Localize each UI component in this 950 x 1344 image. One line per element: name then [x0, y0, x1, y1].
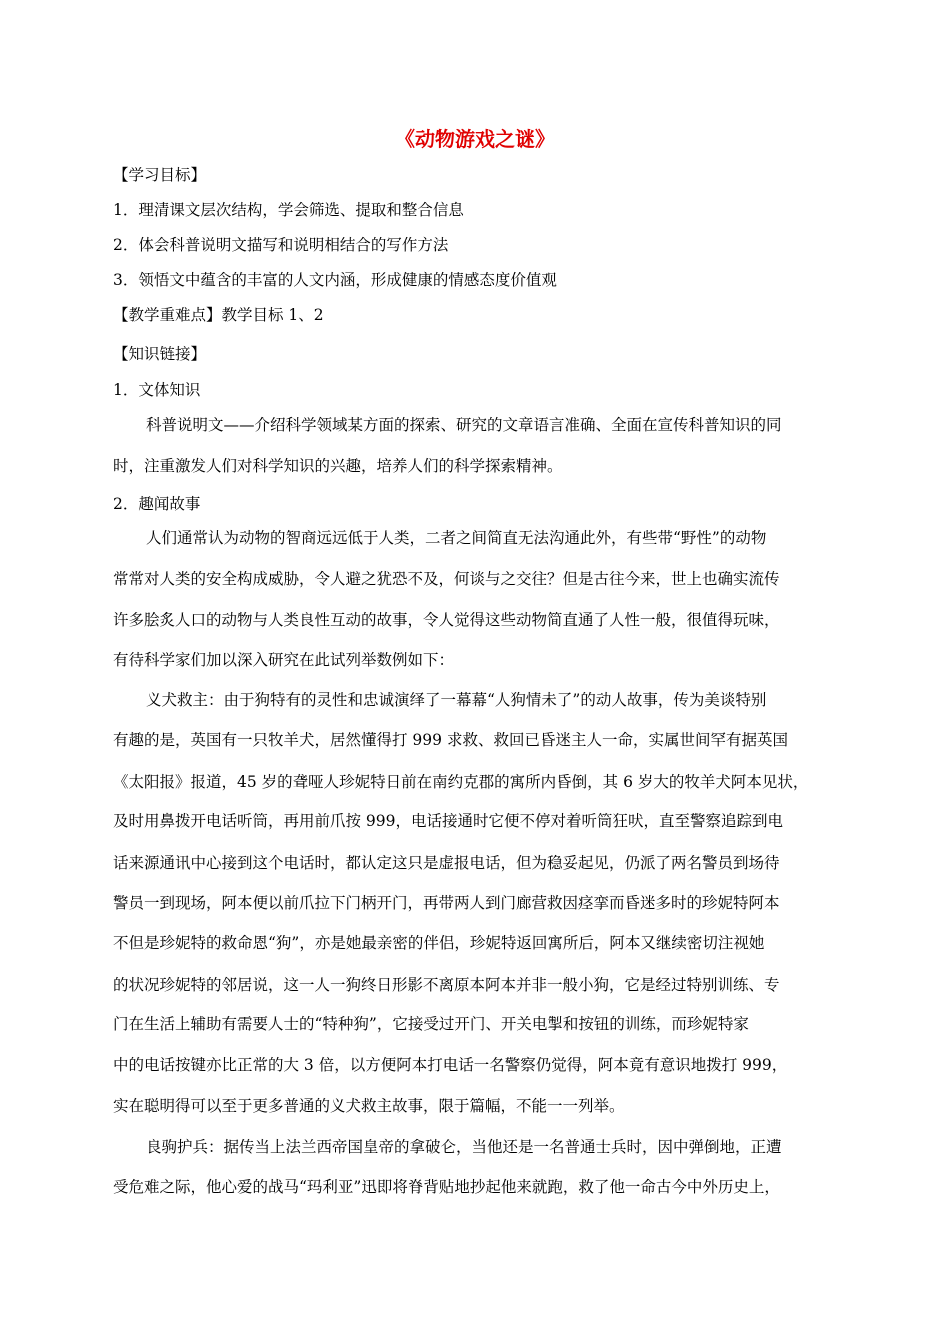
paragraph-line: 义犬救主：由于狗特有的灵性和忠诚演绎了一幕幕“人狗情未了”的动人故事，传为美谈特别: [146, 691, 767, 709]
section-heading-key-points: 【教学重难点】教学目标 1、2: [113, 306, 324, 324]
paragraph-line: 科普说明文——介绍科学领域某方面的探索、研究的文章语言准确、全面在宣传科普知识的同: [146, 416, 782, 434]
paragraph-line: 警员一到现场，阿本便以前爪拉下门柄开门，再带两人到门廊营救因痉挛而昏迷多时的珍妮特阿本: [113, 894, 780, 912]
paragraph-line: 常常对人类的安全构成威胁，令人避之犹恐不及，何谈与之交往？但是古往今来，世上也确实流传: [113, 570, 780, 588]
paragraph-line: 有趣的是，英国有一只牧羊犬，居然懂得打 999 求救、救回已昏迷主人一命，实属世间罕有据英国: [113, 731, 788, 749]
section-heading-learning-goals: 【学习目标】: [113, 166, 207, 184]
paragraph-line: 不但是珍妮特的救命恩“狗”，亦是她最亲密的伴侣，珍妮特返回寓所后，阿本又继续密切注视她: [113, 934, 765, 952]
subheading-genre-knowledge: 1．文体知识: [113, 381, 201, 399]
document-title: 《动物游戏之谜》: [395, 127, 555, 151]
paragraph-line: 《太阳报》报道，45 岁的聋哑人珍妮特日前在南约克郡的寓所内昏倒，其 6 岁大的牧羊犬阿本见状，: [113, 773, 809, 791]
paragraph-line: 中的电话按键亦比正常的大 3 倍，以方便阿本打电话一名警察仍觉得，阿本竟有意识地拨打 999，: [113, 1056, 788, 1074]
paragraph-line: 许多脍炙人口的动物与人类良性互动的故事，令人觉得这些动物简直通了人性一般，很值得玩味，: [113, 611, 780, 629]
paragraph-line: 的状况珍妮特的邻居说，这一人一狗终日形影不离原本阿本并非一般小狗，它是经过特别训练、专: [113, 976, 780, 994]
paragraph-line: 及时用鼻拨开电话听筒，再用前爪按 999，电话接通时它便不停对着听筒狂吠，直至警察追踪到电: [113, 812, 784, 830]
goal-item-3: 3．领悟文中蕴含的丰富的人文内涵，形成健康的情感态度价值观: [113, 271, 557, 289]
paragraph-line: 良驹护兵：据传当上法兰西帝国皇帝的拿破仑，当他还是一名普通士兵时，因中弹倒地，正遭: [146, 1138, 782, 1156]
paragraph-line: 有待科学家们加以深入研究在此试列举数例如下：: [113, 651, 455, 669]
goal-item-2: 2．体会科普说明文描写和说明相结合的写作方法: [113, 236, 449, 254]
paragraph-line: 实在聪明得可以至于更多普通的义犬救主故事，限于篇幅，不能一一列举。: [113, 1097, 625, 1115]
paragraph-line: 时，注重激发人们对科学知识的兴趣，培养人们的科学探索精神。: [113, 457, 563, 475]
paragraph-line: 门在生活上辅助有需要人士的“特种狗”，它接受过开门、开关电掣和按钮的训练，而珍妮特家: [113, 1015, 749, 1033]
paragraph-line: 受危难之际，他心爱的战马“玛利亚”迅即将脊背贴地抄起他来就跑，救了他一命古今中外历史上，: [113, 1178, 780, 1196]
goal-item-1: 1．理清课文层次结构，学会筛选、提取和整合信息: [113, 201, 464, 219]
paragraph-line: 话来源通讯中心接到这个电话时，都认定这只是虚报电话，但为稳妥起见，仍派了两名警员到场待: [113, 854, 780, 872]
paragraph-line: 人们通常认为动物的智商远远低于人类，二者之间简直无法沟通此外，有些带“野性”的动物: [146, 529, 767, 547]
subheading-anecdotes: 2．趣闻故事: [113, 495, 201, 513]
section-heading-knowledge-link: 【知识链接】: [113, 345, 207, 363]
